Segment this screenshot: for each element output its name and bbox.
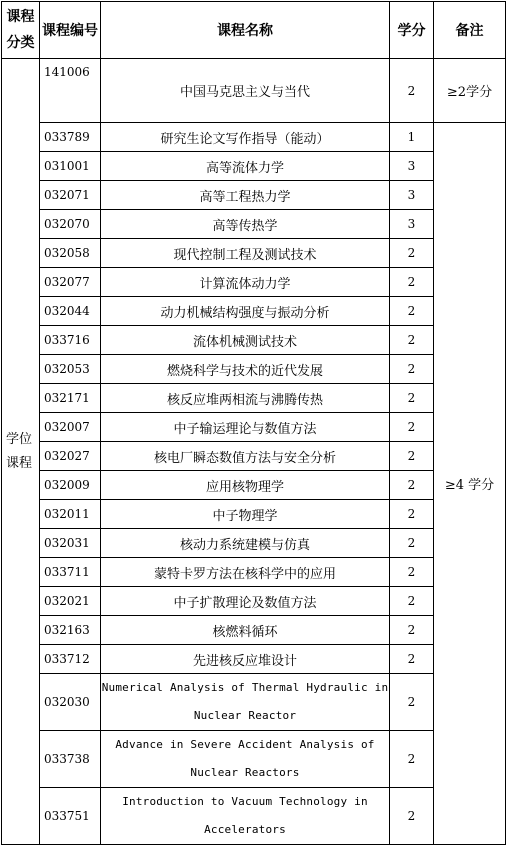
header-credit: 学分 [390,2,434,59]
course-code: 032071 [40,181,101,210]
course-credit: 2 [390,731,434,788]
course-name: 研究生论文写作指导（能动） [101,123,390,152]
header-code: 课程编号 [40,2,101,59]
table-row [2,788,506,845]
course-name: 核燃料循环 [101,616,390,645]
course-credit: 2 [390,355,434,384]
course-credit: 2 [390,442,434,471]
course-name: 核反应堆两相流与沸腾传热 [101,384,390,413]
course-credit: 2 [390,587,434,616]
table-row [2,674,506,731]
header-row [2,2,506,59]
course-table [1,1,506,845]
table-row [2,210,506,239]
category-line2: 课程 [6,455,33,471]
course-name: 流体机械测试技术 [101,326,390,355]
category-cell [2,59,40,845]
course-code: 141006 [40,59,101,123]
course-code: 032027 [40,442,101,471]
course-name: 高等工程热力学 [101,181,390,210]
table-row [2,587,506,616]
category-line1: 学位 [6,431,33,447]
table-row [2,645,506,674]
course-credit: 2 [390,788,434,845]
course-code: 033738 [40,731,101,788]
course-name: 核电厂瞬态数值方法与安全分析 [101,442,390,471]
table-row [2,355,506,384]
table-row [2,442,506,471]
course-code: 032163 [40,616,101,645]
table-row [2,413,506,442]
course-code: 033751 [40,788,101,845]
course-name: Advance in Severe Accident Analysis of Nuclear Reactors [101,731,390,788]
course-name: 中子扩散理论及数值方法 [101,587,390,616]
header-note: 备注 [434,2,506,59]
course-code: 033716 [40,326,101,355]
course-credit: 3 [390,181,434,210]
course-name: 中国马克思主义与当代 [101,59,390,123]
note-rest: ≥4 学分 [434,123,506,845]
course-name: 先进核反应堆设计 [101,645,390,674]
table-row [2,558,506,587]
course-name: 核动力系统建模与仿真 [101,529,390,558]
course-code: 032009 [40,471,101,500]
course-credit: 2 [390,471,434,500]
course-code: 033712 [40,645,101,674]
course-code: 032031 [40,529,101,558]
course-credit: 3 [390,210,434,239]
course-name: 动力机械结构强度与振动分析 [101,297,390,326]
course-credit: 2 [390,413,434,442]
course-code: 032077 [40,268,101,297]
header-name: 课程名称 [101,2,390,59]
course-code: 032058 [40,239,101,268]
course-code: 033789 [40,123,101,152]
course-name: 计算流体动力学 [101,268,390,297]
table-row [2,384,506,413]
table-row [2,59,506,123]
course-credit: 2 [390,645,434,674]
course-credit: 2 [390,239,434,268]
course-credit: 2 [390,59,434,123]
course-credit: 2 [390,384,434,413]
table-row [2,731,506,788]
table-row [2,152,506,181]
course-code: 032030 [40,674,101,731]
table-row [2,123,506,152]
course-code: 031001 [40,152,101,181]
course-code: 032007 [40,413,101,442]
course-credit: 2 [390,297,434,326]
table-row [2,297,506,326]
course-name: 高等流体力学 [101,152,390,181]
note-first: ≥2学分 [434,59,506,123]
header-category-line1: 课程 [6,9,35,25]
course-code: 032021 [40,587,101,616]
course-name: 应用核物理学 [101,471,390,500]
course-credit: 2 [390,674,434,731]
course-credit: 2 [390,326,434,355]
table-row [2,616,506,645]
course-name: 现代控制工程及测试技术 [101,239,390,268]
table-row [2,181,506,210]
course-credit: 2 [390,616,434,645]
course-credit: 2 [390,500,434,529]
course-credit: 2 [390,268,434,297]
table-row [2,500,506,529]
course-credit: 2 [390,558,434,587]
table-row [2,529,506,558]
course-name: 中子物理学 [101,500,390,529]
course-credit: 1 [390,123,434,152]
course-credit: 2 [390,529,434,558]
table-row [2,239,506,268]
course-code: 032070 [40,210,101,239]
table-row [2,268,506,297]
course-name: 高等传热学 [101,210,390,239]
course-name: Numerical Analysis of Thermal Hydraulic in Nuclear Reactor [101,674,390,731]
course-name: 中子输运理论与数值方法 [101,413,390,442]
course-code: 033711 [40,558,101,587]
course-name: 蒙特卡罗方法在核科学中的应用 [101,558,390,587]
course-code: 032053 [40,355,101,384]
header-category [2,2,40,59]
table-row [2,471,506,500]
course-name: 燃烧科学与技术的近代发展 [101,355,390,384]
course-code: 032044 [40,297,101,326]
course-credit: 3 [390,152,434,181]
course-code: 032011 [40,500,101,529]
table-row [2,326,506,355]
course-name: Introduction to Vacuum Technology in Accelerators [101,788,390,845]
course-code: 032171 [40,384,101,413]
header-category-line2: 分类 [6,35,35,51]
